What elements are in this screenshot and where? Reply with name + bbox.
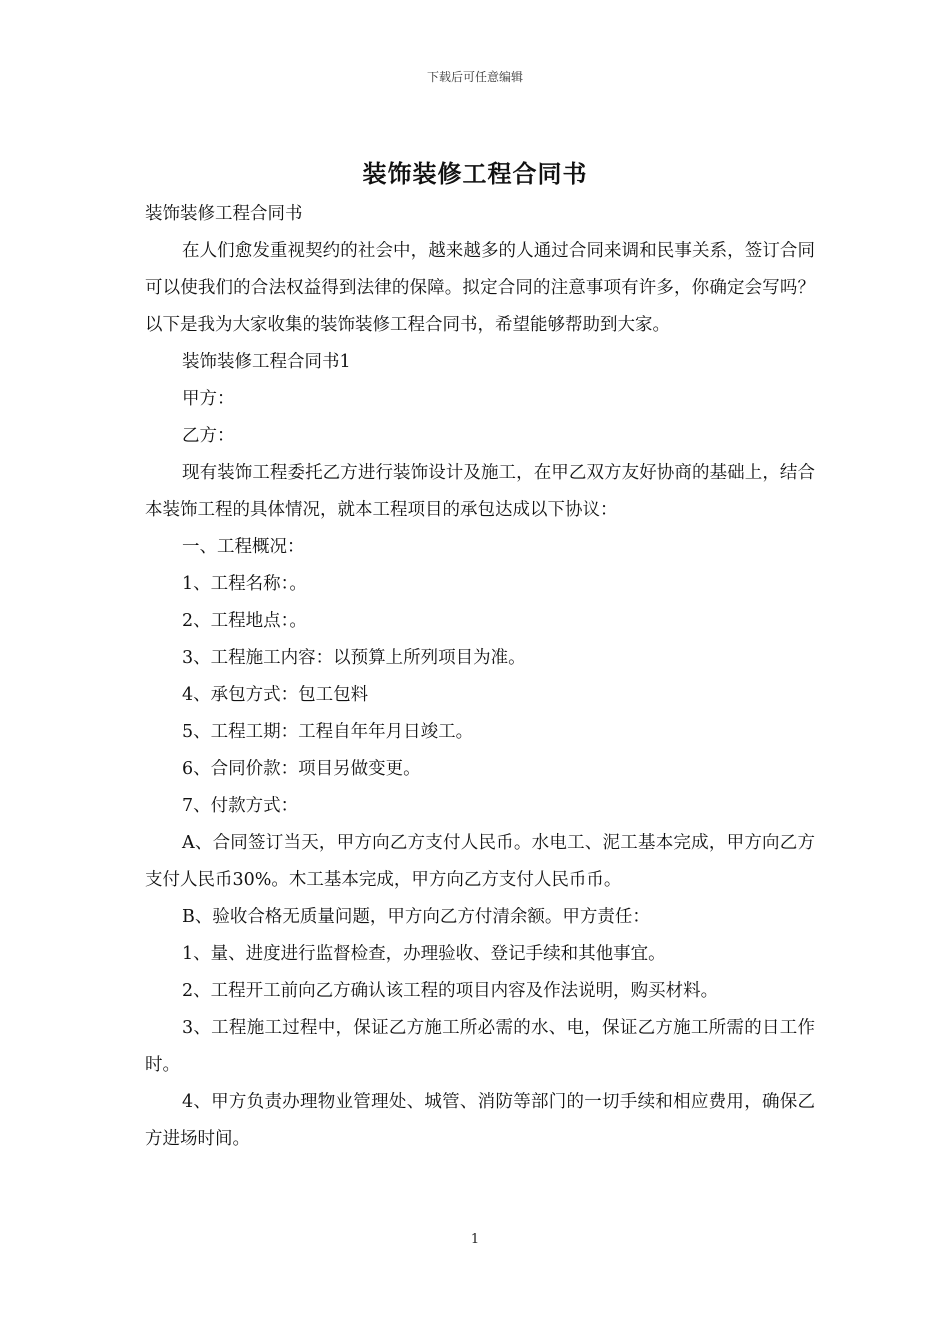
page-number: 1 bbox=[470, 1232, 480, 1247]
clause-item: 2、工程地点：。 bbox=[182, 611, 307, 631]
clause-item: 3、工程施工过程中，保证乙方施工所必需的水、电，保证乙方施工所需的日工作时。 bbox=[145, 1018, 815, 1075]
clause-item: A、合同签订当天，甲方向乙方支付人民币。水电工、泥工基本完成，甲方向乙方支付人民币30%。木工基本完成，甲方向乙方支付人民币币。 bbox=[145, 833, 815, 890]
clause-item: B、验收合格无质量问题，甲方向乙方付清余额。甲方责任： bbox=[182, 907, 650, 927]
clause-item: 6、合同价款：项目另做变更。 bbox=[182, 759, 421, 779]
clause-item: 5、工程工期：工程自年年月日竣工。 bbox=[182, 722, 474, 742]
clause-item: 4、承包方式：包工包料 bbox=[182, 685, 369, 705]
clause-item: 1、工程名称：。 bbox=[182, 574, 307, 594]
paragraph: 在人们愈发重视契约的社会中，越来越多的人通过合同来调和民事关系，签订合同可以使我们的合法权益得到法律的保障。拟定合同的注意事项有许多，你确定会写吗？以下是我为大家收集的装饰装修工程合同书，希望能够帮助到大家。 bbox=[145, 241, 815, 335]
clause-item: 2、工程开工前向乙方确认该工程的项目内容及作法说明，购买材料。 bbox=[182, 981, 719, 1001]
clause-item: 3、工程施工内容：以预算上所列项目为准。 bbox=[182, 648, 526, 668]
clause-item: 4、甲方负责办理物业管理处、城管、消防等部门的一切手续和相应费用，确保乙方进场时间。 bbox=[145, 1092, 815, 1149]
paragraph: 现有装饰工程委托乙方进行装饰设计及施工，在甲乙双方友好协商的基础上，结合本装饰工程的具体情况，就本工程项目的承包达成以下协议： bbox=[145, 463, 815, 520]
party-a-line: 甲方： bbox=[182, 389, 235, 409]
document-body bbox=[145, 196, 815, 1158]
party-b-line: 乙方： bbox=[182, 426, 235, 446]
page-header: 下载后可任意编辑 bbox=[426, 70, 523, 84]
clause-item: 1、量、进度进行监督检查，办理验收、登记手续和其他事宜。 bbox=[182, 944, 666, 964]
document-title: 装饰装修工程合同书 bbox=[362, 159, 588, 188]
section-heading: 装饰装修工程合同书1 bbox=[182, 352, 351, 372]
paragraph: 装饰装修工程合同书 bbox=[145, 204, 303, 224]
clause-heading: 一、工程概况： bbox=[182, 537, 305, 557]
clause-item: 7、付款方式： bbox=[182, 796, 299, 816]
